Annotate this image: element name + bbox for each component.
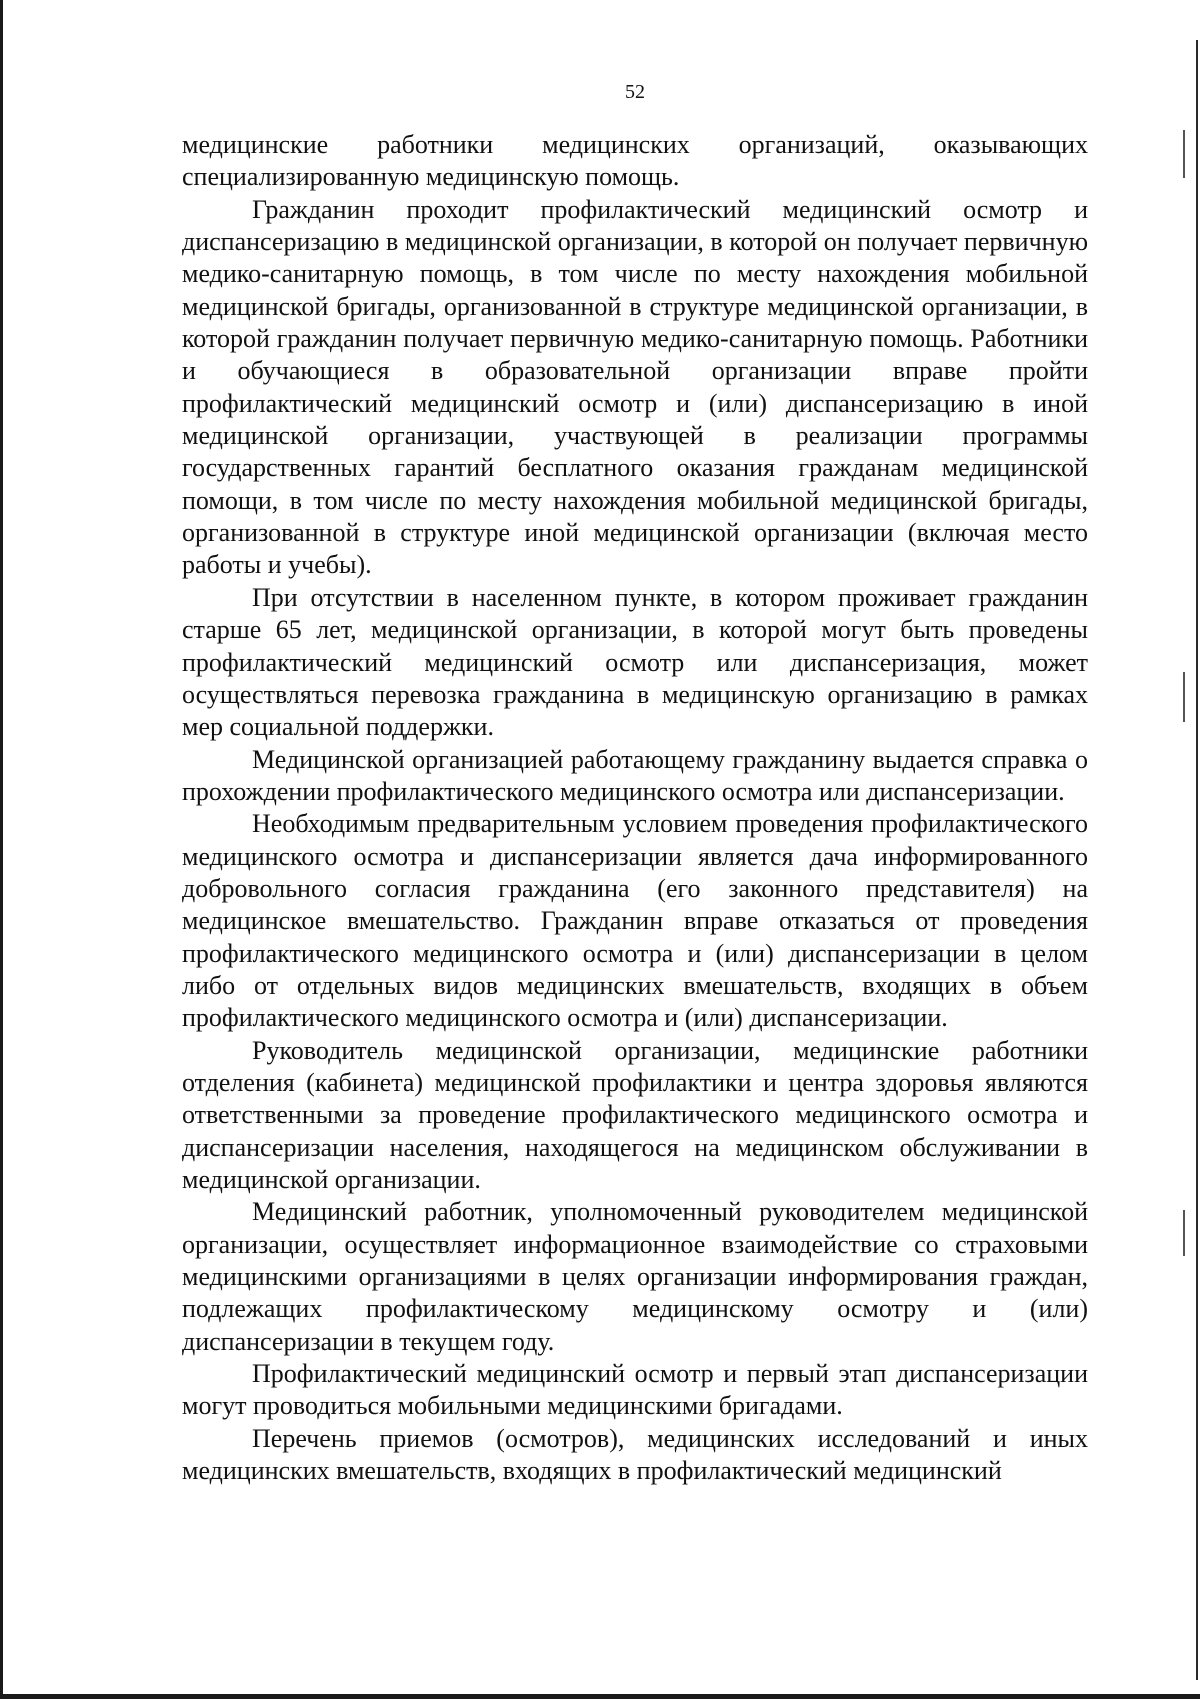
page-number: 52 — [625, 81, 645, 103]
paragraph-list-of-examinations: Перечень приемов (осмотров), медицинских исследований и иных медицинских вмешательств, входящих в профилактический медицинский — [182, 1423, 1088, 1486]
paragraph-insurance-interaction: Медицинский работник, уполномоченный руководителем медицинской организации, осуществляет информационное взаимодействие со страховыми медицинскими организациями в целях организации информирования граждан, подлежащих профилактическому медицинскому осмотру и (или) диспансеризации в текущем году. — [182, 1197, 1088, 1356]
scan-bottom-edge — [0, 1694, 1200, 1699]
paragraph-responsible-persons: Руководитель медицинской организации, медицинские работники отделения (кабинета) медицинской профилактики и центра здоровья являются ответственными за проведение профилактического медицинского осмотра и диспансеризации населения, находящегося на медицинском обслуживании в медицинской организации. — [182, 1035, 1088, 1194]
paragraph-transport-over-65: При отсутствии в населенном пункте, в котором проживает гражданин старше 65 лет, медицинской организации, в которой могут быть проведены профилактический медицинский осмотр или диспансеризация, может осуществляться перевозка гражданина в медицинскую организацию в рамках мер социальной поддержки. — [182, 582, 1088, 742]
paragraph-certificate: Медицинской организацией работающему гражданину выдается справка о прохождении профилактического медицинского осмотра или диспансеризации. — [182, 744, 1088, 806]
paragraph-continuation: медицинские работники медицинских организаций, оказывающих специализированную медицинскую помощь. — [182, 130, 1088, 192]
paragraph-place-of-examination: Гражданин проходит профилактический медицинский осмотр и диспансеризацию в медицинской организации, в которой он получает первичную медико-санитарную помощь, в том числе по месту нахождения мобильной медицинской бригады, организованной в структуре медицинской организации, в которой гражданин получает первичную медико-санитарную помощь. Работники и обучающиеся в образовательной организации вправе пройти профилактический медицинский осмотр и (или) диспансеризацию в иной медицинской организации, участвующей в реализации программы государственных гарантий бесплатного оказания гражданам медицинской помощи, в том числе по месту нахождения мобильной медицинской бригады, организованной в структуре иной медицинской организации (включая место работы и учебы). — [182, 194, 1088, 580]
scan-artifact-mark — [1183, 130, 1185, 178]
scan-artifact-mark — [1183, 1210, 1185, 1256]
document-body — [182, 129, 1088, 1487]
paragraph-informed-consent: Необходимым предварительным условием проведения профилактического медицинского осмотра и диспансеризации является дача информированного добровольного согласия гражданина (его законного представителя) на медицинское вмешательство. Гражданин вправе отказаться от проведения профилактического медицинского осмотра и (или) диспансеризации в целом либо от отдельных видов медицинских вмешательств, входящих в объем профилактического медицинского осмотра и (или) диспансеризации. — [182, 809, 1088, 1033]
paragraph-mobile-teams: Профилактический медицинский осмотр и первый этап диспансеризации могут проводиться мобильными медицинскими бригадами. — [182, 1359, 1088, 1421]
scan-right-edge — [1196, 40, 1198, 1680]
scan-artifact-mark — [1183, 672, 1185, 722]
scan-left-edge — [0, 0, 3, 1699]
